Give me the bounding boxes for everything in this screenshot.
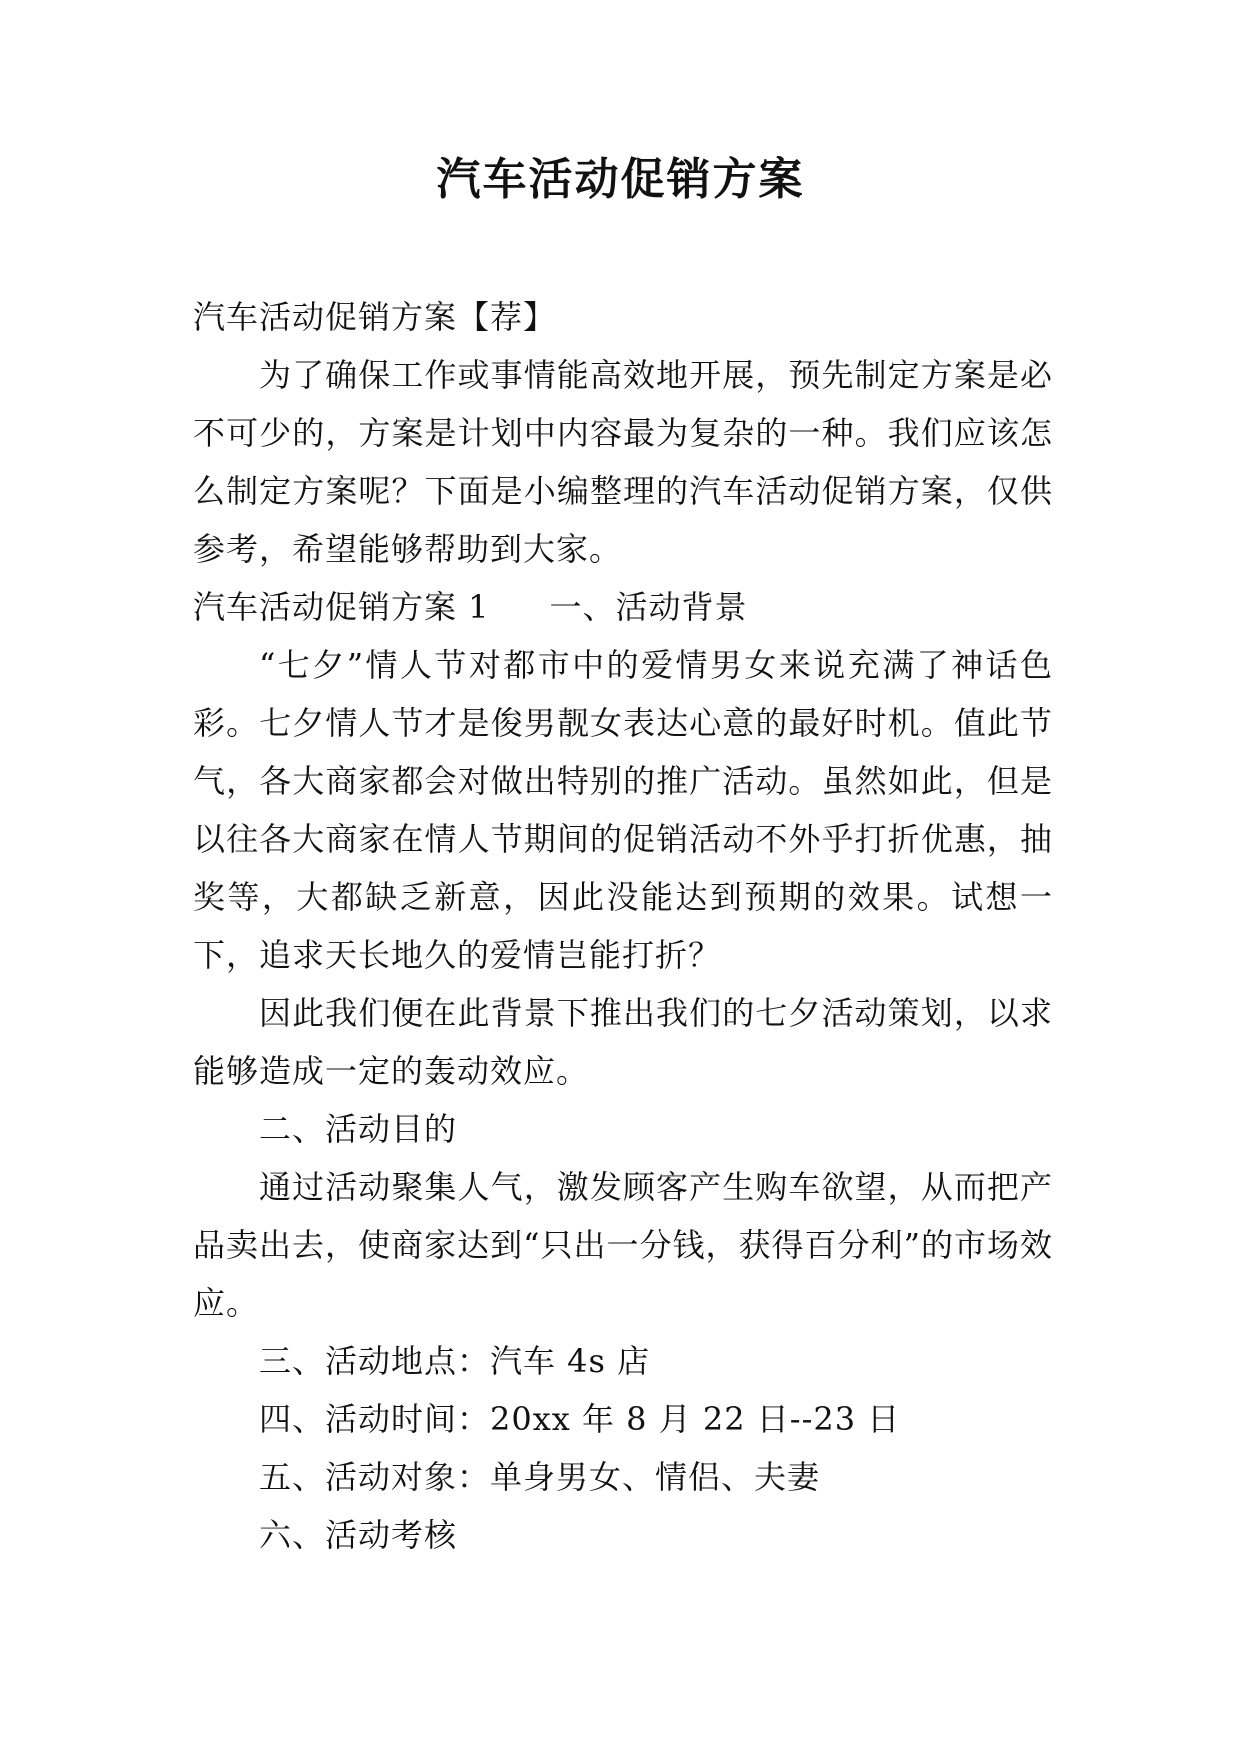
background-paragraph: “七夕”情人节对都市中的爱情男女来说充满了神话色彩。七夕情人节才是俊男靓女表达心意的最好时机。值此节气，各大商家都会对做出特别的推广活动。虽然如此，但是以往各大商家在情人节期间的促销活动不外乎打折优惠，抽奖等，大都缺乏新意，因此没能达到预期的效果。试想一下，追求天长地久的爱情岂能打折？ [193, 646, 1053, 974]
section-heading-background: 一、活动背景 [549, 588, 748, 626]
document-body [193, 288, 1053, 1564]
section-heading-assessment: 六、活动考核 [259, 1516, 458, 1554]
purpose-paragraph: 通过活动聚集人气，激发顾客产生购车欲望，从而把产品卖出去，使商家达到“只出一分钱，获得百分利”的市场效应。 [193, 1168, 1053, 1322]
plan-heading-line [193, 578, 1053, 636]
plan-label: 汽车活动促销方案 1 [193, 588, 490, 626]
background-conclusion-paragraph: 因此我们便在此背景下推出我们的七夕活动策划，以求能够造成一定的轰动效应。 [193, 994, 1053, 1090]
section-heading-location: 三、活动地点：汽车 4s 店 [259, 1342, 651, 1380]
intro-heading: 汽车活动促销方案【荐】 [193, 298, 557, 336]
section-heading-purpose: 二、活动目的 [259, 1110, 458, 1148]
section-heading-audience: 五、活动对象：单身男女、情侣、夫妻 [259, 1458, 821, 1496]
section-heading-time: 四、活动时间：20xx 年 8 月 22 日--23 日 [259, 1400, 901, 1438]
intro-paragraph: 为了确保工作或事情能高效地开展，预先制定方案是必不可少的，方案是计划中内容最为复杂的一种。我们应该怎么制定方案呢？下面是小编整理的汽车活动促销方案，仅供参考，希望能够帮助到大家。 [193, 356, 1053, 568]
document-title: 汽车活动促销方案 [436, 154, 805, 205]
